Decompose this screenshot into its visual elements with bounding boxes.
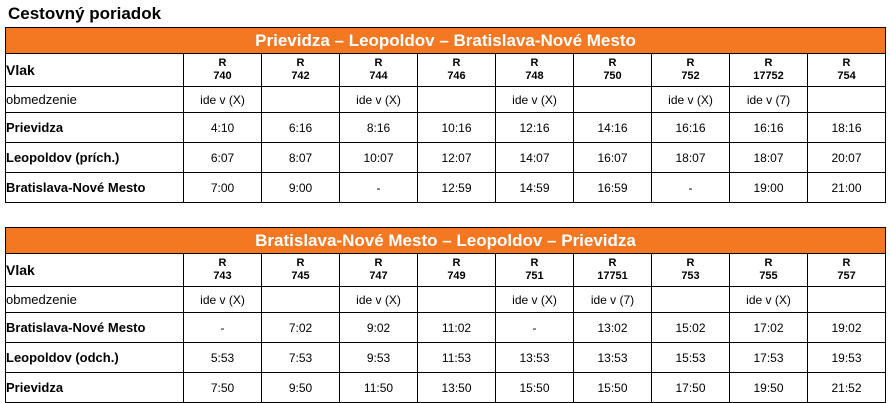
time-cell: 9:00 — [262, 173, 340, 203]
time-cell: 7:53 — [262, 343, 340, 373]
time-cell: 5:53 — [184, 343, 262, 373]
time-cell: 6:16 — [262, 113, 340, 143]
restriction-cell: ide v (X) — [184, 87, 262, 113]
train-number: 749 — [447, 270, 466, 282]
train-number: 748 — [525, 70, 544, 82]
train-type: R — [452, 257, 461, 269]
table-title: Bratislava-Nové Mesto – Leopoldov – Prievidza — [6, 228, 886, 254]
timetable-prievidza-bratislava — [5, 27, 886, 203]
train-number-cell — [418, 254, 496, 287]
time-cell: 8:16 — [340, 113, 418, 143]
train-number: 755 — [759, 270, 778, 282]
train-number: 753 — [681, 270, 700, 282]
train-number-cell — [574, 54, 652, 87]
train-number-cell — [652, 254, 730, 287]
time-cell: 12:59 — [418, 173, 496, 203]
time-cell: 19:53 — [808, 343, 886, 373]
time-cell: 14:07 — [496, 143, 574, 173]
station-name: Prievidza — [6, 113, 184, 143]
restriction-cell — [418, 287, 496, 313]
time-cell: 6:07 — [184, 143, 262, 173]
train-number-cell — [340, 54, 418, 87]
time-cell: - — [652, 173, 730, 203]
time-cell: 12:07 — [418, 143, 496, 173]
time-cell: 9:50 — [262, 373, 340, 403]
train-type: R — [530, 57, 539, 69]
time-cell: 21:00 — [808, 173, 886, 203]
obmedzenie-label: obmedzenie — [6, 287, 184, 313]
restriction-cell — [574, 87, 652, 113]
station-name: Bratislava-Nové Mesto — [6, 313, 184, 343]
time-cell: 7:50 — [184, 373, 262, 403]
restriction-cell: ide v (X) — [730, 287, 808, 313]
train-type: R — [296, 57, 305, 69]
time-cell: 11:50 — [340, 373, 418, 403]
time-cell: 9:53 — [340, 343, 418, 373]
train-number-cell — [808, 54, 886, 87]
time-cell: 14:59 — [496, 173, 574, 203]
train-type: R — [218, 257, 227, 269]
station-name: Prievidza — [6, 373, 184, 403]
restriction-cell: ide v (X) — [496, 87, 574, 113]
train-number: 752 — [681, 70, 700, 82]
restriction-cell — [262, 87, 340, 113]
time-cell: 21:52 — [808, 373, 886, 403]
time-cell: 20:07 — [808, 143, 886, 173]
time-cell: 15:53 — [652, 343, 730, 373]
train-type: R — [686, 57, 695, 69]
train-number-cell — [730, 54, 808, 87]
train-type: R — [452, 57, 461, 69]
time-cell: 19:02 — [808, 313, 886, 343]
train-type: R — [374, 57, 383, 69]
restriction-cell: ide v (7) — [730, 87, 808, 113]
time-cell: 18:07 — [730, 143, 808, 173]
train-type: R — [764, 257, 773, 269]
table-title: Prievidza – Leopoldov – Bratislava-Nové Mesto — [6, 28, 886, 54]
restriction-cell: ide v (7) — [574, 287, 652, 313]
time-cell: - — [340, 173, 418, 203]
train-number: 745 — [291, 270, 310, 282]
time-cell: 14:16 — [574, 113, 652, 143]
restriction-cell: ide v (X) — [496, 287, 574, 313]
restriction-cell — [652, 287, 730, 313]
train-number: 751 — [525, 270, 544, 282]
time-cell: 18:16 — [808, 113, 886, 143]
time-cell: 7:00 — [184, 173, 262, 203]
time-cell: 16:16 — [652, 113, 730, 143]
train-number-cell — [262, 54, 340, 87]
train-number-cell — [262, 254, 340, 287]
time-cell: 16:59 — [574, 173, 652, 203]
train-type: R — [842, 57, 851, 69]
time-cell: 16:16 — [730, 113, 808, 143]
time-cell: 17:02 — [730, 313, 808, 343]
time-cell: 13:53 — [496, 343, 574, 373]
train-number-cell — [730, 254, 808, 287]
train-number: 746 — [447, 70, 466, 82]
obmedzenie-label: obmedzenie — [6, 87, 184, 113]
time-cell: 13:02 — [574, 313, 652, 343]
time-cell: 19:50 — [730, 373, 808, 403]
train-type: R — [686, 257, 695, 269]
train-number-cell — [418, 54, 496, 87]
time-cell: - — [184, 313, 262, 343]
train-number-cell — [184, 254, 262, 287]
restriction-cell — [262, 287, 340, 313]
page-title: Cestovný poriadok — [8, 4, 162, 23]
time-cell: 8:07 — [262, 143, 340, 173]
train-number: 757 — [837, 270, 856, 282]
time-cell: 13:53 — [574, 343, 652, 373]
restriction-cell — [808, 287, 886, 313]
station-name: Bratislava-Nové Mesto — [6, 173, 184, 203]
time-cell: 16:07 — [574, 143, 652, 173]
train-type: R — [608, 257, 617, 269]
time-cell: 10:16 — [418, 113, 496, 143]
train-type: R — [530, 257, 539, 269]
station-name: Leopoldov (prích.) — [6, 143, 184, 173]
time-cell: 18:07 — [652, 143, 730, 173]
time-cell: 19:00 — [730, 173, 808, 203]
train-number-cell — [808, 254, 886, 287]
train-number-cell — [496, 254, 574, 287]
train-type: R — [608, 57, 617, 69]
vlak-label: Vlak — [6, 54, 184, 87]
train-number: 17752 — [753, 70, 784, 82]
train-number: 750 — [603, 70, 622, 82]
time-cell: 17:50 — [652, 373, 730, 403]
station-name: Leopoldov (odch.) — [6, 343, 184, 373]
train-type: R — [296, 257, 305, 269]
restriction-cell — [418, 87, 496, 113]
time-cell: 7:02 — [262, 313, 340, 343]
timetable-bratislava-prievidza — [5, 227, 886, 403]
time-cell: 12:16 — [496, 113, 574, 143]
train-number-cell — [340, 254, 418, 287]
train-number: 742 — [291, 70, 310, 82]
train-number: 743 — [213, 270, 232, 282]
train-number: 747 — [369, 270, 388, 282]
restriction-cell: ide v (X) — [184, 287, 262, 313]
train-number-cell — [496, 54, 574, 87]
train-type: R — [218, 57, 227, 69]
restriction-cell: ide v (X) — [340, 287, 418, 313]
vlak-label: Vlak — [6, 254, 184, 287]
train-number: 17751 — [597, 270, 628, 282]
train-type: R — [374, 257, 383, 269]
train-number: 740 — [213, 70, 232, 82]
train-type: R — [764, 57, 773, 69]
train-number: 744 — [369, 70, 388, 82]
train-type: R — [842, 257, 851, 269]
restriction-cell: ide v (X) — [652, 87, 730, 113]
time-cell: 17:53 — [730, 343, 808, 373]
train-number-cell — [574, 254, 652, 287]
train-number-cell — [652, 54, 730, 87]
time-cell: 11:53 — [418, 343, 496, 373]
train-number-cell — [184, 54, 262, 87]
restriction-cell — [808, 87, 886, 113]
time-cell: 11:02 — [418, 313, 496, 343]
train-number: 754 — [837, 70, 856, 82]
time-cell: 4:10 — [184, 113, 262, 143]
time-cell: 15:02 — [652, 313, 730, 343]
restriction-cell: ide v (X) — [340, 87, 418, 113]
time-cell: 9:02 — [340, 313, 418, 343]
time-cell: - — [496, 313, 574, 343]
time-cell: 15:50 — [574, 373, 652, 403]
time-cell: 10:07 — [340, 143, 418, 173]
time-cell: 13:50 — [418, 373, 496, 403]
time-cell: 15:50 — [496, 373, 574, 403]
